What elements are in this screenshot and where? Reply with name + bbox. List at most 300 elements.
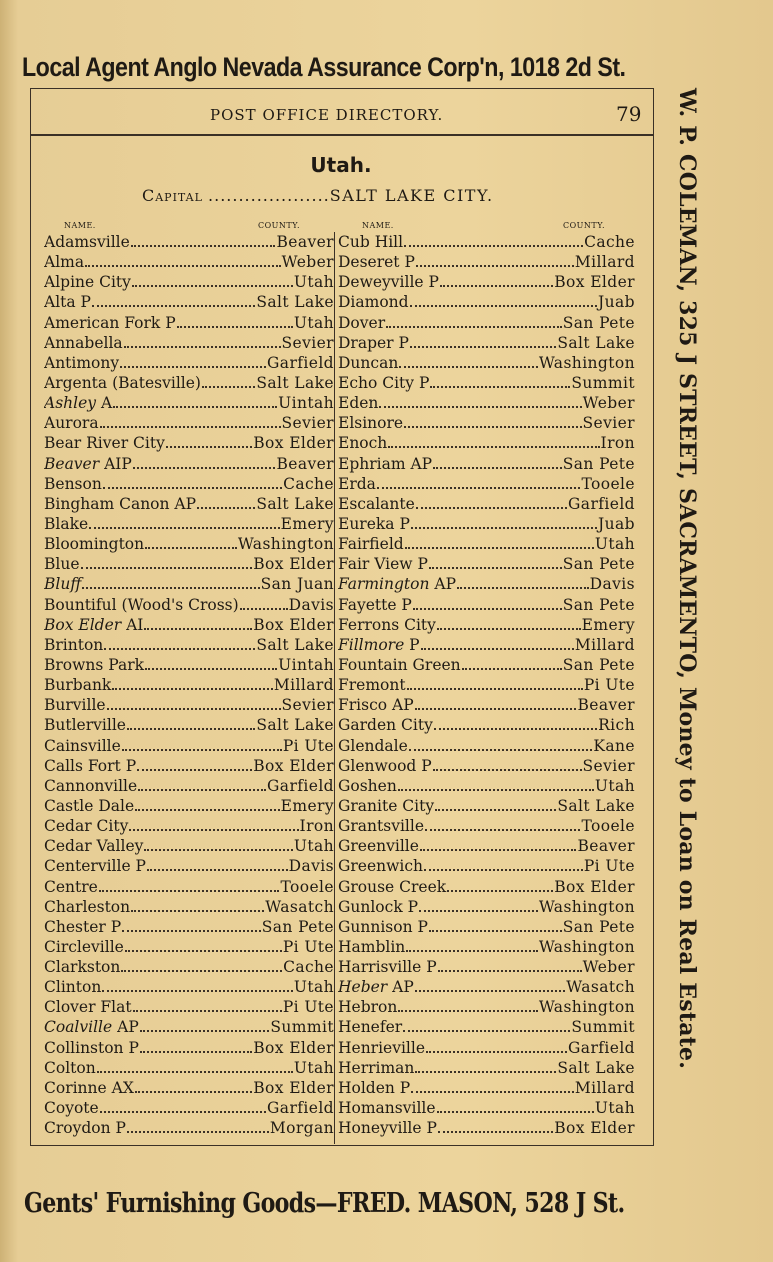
post-office-name-text: Enoch — [338, 434, 388, 453]
post-office-name-text: Cedar Valley — [44, 837, 144, 856]
post-office-name — [338, 454, 432, 474]
dot-leader — [403, 1017, 570, 1032]
post-office-name — [44, 474, 102, 494]
post-office-name — [338, 736, 408, 756]
dot-leader — [409, 736, 593, 751]
directory-entry — [44, 292, 334, 312]
dot-leader — [102, 977, 293, 992]
post-office-name-text: Herriman — [338, 1058, 415, 1077]
post-office-name-text: Burbank — [44, 676, 112, 695]
county-name: Davis — [288, 857, 334, 876]
post-office-name-text: Erda — [338, 474, 376, 493]
post-office-name-text: Coalville — [44, 1018, 113, 1037]
post-office-name — [44, 1017, 139, 1037]
directory-entry — [44, 313, 334, 333]
county-name: Beaver — [276, 454, 334, 473]
county-name: Pi Ute — [583, 857, 635, 876]
post-office-name — [338, 514, 410, 534]
post-office-name — [338, 574, 456, 594]
post-office-name — [338, 1038, 425, 1058]
county-name: Box Elder — [253, 555, 334, 574]
dot-leader — [131, 232, 276, 247]
side-advertisement: W. P. COLEMAN, 325 J STREET, SACRAMENTO, Money to Loan on Real Estate. — [674, 88, 700, 1070]
county-name: Box Elder — [253, 756, 334, 775]
county-name: Utah — [594, 535, 635, 554]
dot-leader — [140, 1017, 270, 1032]
post-office-name — [44, 252, 84, 272]
county-name: Sevier — [582, 756, 635, 775]
county-name: Garfield — [267, 776, 334, 795]
county-name: Salt Lake — [256, 494, 334, 513]
capital-leader: .................... — [208, 186, 330, 205]
county-name: Utah — [293, 837, 334, 856]
post-office-name — [338, 836, 419, 856]
post-office-name — [338, 816, 424, 836]
post-office-name — [44, 977, 101, 997]
post-office-name-text: Glenwood P — [338, 756, 432, 775]
post-office-name-text: Goshen — [338, 776, 397, 795]
post-office-name-text: Holden P — [338, 1078, 411, 1097]
directory-entry — [338, 917, 635, 937]
post-office-name-text: Burville — [44, 696, 106, 715]
post-office-name-text: Castle Dale — [44, 796, 135, 815]
post-office-name-text: Deseret P — [338, 253, 415, 272]
county-name: Tooele — [280, 877, 334, 896]
dot-leader — [416, 252, 574, 267]
post-office-name — [44, 433, 165, 453]
post-office-name — [338, 1098, 436, 1118]
directory-entry — [44, 877, 334, 897]
post-office-name — [338, 333, 409, 353]
dot-leader — [406, 937, 538, 952]
dot-leader — [410, 292, 597, 307]
post-office-name — [338, 393, 378, 413]
county-name: Utah — [293, 1058, 334, 1077]
post-office-name-text: Ferrons City — [338, 615, 436, 634]
post-office-name-text: Bloomington — [44, 535, 145, 554]
directory-entry — [338, 292, 635, 312]
directory-entry — [44, 997, 334, 1017]
county-name: Beaver — [276, 233, 334, 251]
post-office-name — [44, 232, 130, 252]
directory-entry — [338, 1098, 635, 1118]
post-office-name-text: Fayette P — [338, 595, 412, 614]
post-office-name — [338, 635, 420, 655]
post-office-name-text: Granite City — [338, 796, 435, 815]
county-name: Box Elder — [253, 1078, 334, 1097]
left-county-header: COUNTY. — [258, 221, 301, 230]
post-office-name-text: Croydon P — [44, 1119, 126, 1138]
directory-entry — [338, 997, 635, 1017]
post-office-name — [338, 252, 415, 272]
dot-leader — [411, 514, 597, 529]
county-name: Salt Lake — [256, 635, 334, 654]
directory-entry — [338, 897, 635, 917]
post-office-name-text: Fillmore — [338, 635, 405, 654]
directory-entry — [44, 1078, 334, 1098]
directory-entry — [338, 474, 635, 494]
post-office-name-text: Beaver — [44, 454, 100, 473]
post-office-name-text: Fair View P — [338, 555, 428, 574]
directory-entry — [338, 373, 635, 393]
dot-leader — [92, 292, 255, 307]
post-office-name — [338, 796, 434, 816]
directory-entry — [338, 675, 635, 695]
dot-leader — [104, 635, 255, 650]
post-office-name-text: Escalante — [338, 494, 415, 513]
dot-leader — [138, 776, 266, 791]
post-office-name — [44, 756, 136, 776]
directory-entry — [44, 1017, 334, 1037]
directory-entry — [338, 695, 635, 715]
directory-entry — [44, 373, 334, 393]
post-office-suffix: AP — [429, 575, 457, 594]
post-office-name — [44, 292, 91, 312]
dot-leader — [407, 675, 583, 690]
post-office-name-text: Fremont — [338, 676, 406, 695]
dot-leader — [120, 353, 266, 368]
county-name: Wasatch — [566, 978, 635, 997]
directory-entry — [338, 534, 635, 554]
directory-entry — [44, 433, 334, 453]
directory-entry — [338, 836, 635, 856]
directory-entry — [338, 514, 635, 534]
county-name: Summit — [270, 1018, 334, 1037]
county-name: Sevier — [582, 414, 635, 433]
dot-leader — [426, 1038, 567, 1053]
post-office-name-text: Heber — [338, 978, 388, 997]
directory-entry — [44, 1098, 334, 1118]
dot-leader — [438, 957, 582, 972]
county-name: Box Elder — [253, 615, 334, 634]
county-name: Pi Ute — [282, 937, 334, 956]
directory-entry — [338, 333, 635, 353]
dot-leader — [82, 574, 259, 589]
capital-line — [142, 186, 562, 208]
post-office-name-text: Colton — [44, 1058, 96, 1077]
post-office-name — [44, 1038, 139, 1058]
dot-leader — [462, 655, 562, 670]
post-office-name-text: Clover Flat — [44, 998, 132, 1017]
post-office-name-text: Bountiful (Wood's Cross) — [44, 595, 239, 614]
directory-entry — [44, 756, 334, 776]
post-office-name-text: Elsinore — [338, 414, 404, 433]
directory-entry — [44, 595, 334, 615]
dot-leader — [429, 554, 562, 569]
post-office-name — [338, 232, 403, 252]
post-office-name-text: Farmington — [338, 575, 430, 594]
post-office-name-text: Cainsville — [44, 736, 121, 755]
post-office-name-text: Calls Fort P — [44, 756, 137, 775]
county-name: Weber — [582, 394, 635, 413]
directory-entry — [338, 353, 635, 373]
dot-leader — [122, 917, 261, 932]
post-office-name-text: Charleston — [44, 897, 131, 916]
post-office-name — [44, 816, 128, 836]
dot-leader — [144, 836, 292, 851]
directory-entry — [338, 494, 635, 514]
post-office-name-text: Harrisville P — [338, 958, 437, 977]
post-office-name — [44, 1078, 134, 1098]
header-rule — [30, 134, 654, 136]
directory-entry — [44, 776, 334, 796]
post-office-name — [338, 292, 409, 312]
post-office-name-text: Blue — [44, 555, 80, 574]
post-office-name — [44, 856, 146, 876]
post-office-name-text: Bluff — [44, 575, 82, 594]
post-office-name — [338, 615, 436, 635]
county-name: Tooele — [581, 817, 635, 836]
county-name: Garfield — [568, 1038, 635, 1057]
post-office-name-text: American Fork P — [44, 313, 176, 332]
dot-leader — [429, 917, 562, 932]
county-name: San Pete — [562, 917, 635, 936]
directory-entry — [338, 232, 635, 252]
county-name: Box Elder — [554, 877, 635, 896]
post-office-name-text: Corinne AX — [44, 1078, 134, 1097]
directory-entry — [44, 1038, 334, 1058]
dot-leader — [399, 353, 538, 368]
dot-leader — [202, 373, 255, 388]
dot-leader — [386, 313, 562, 328]
post-office-name — [338, 272, 439, 292]
dot-leader — [81, 554, 253, 569]
dot-leader — [411, 1078, 574, 1093]
directory-entry — [44, 574, 334, 594]
directory-entry — [44, 917, 334, 937]
post-office-name-text: Adamsville — [44, 233, 130, 251]
county-name: Salt Lake — [557, 1058, 635, 1077]
post-office-name-text: Ephriam AP — [338, 454, 433, 473]
post-office-name — [44, 1058, 96, 1078]
dot-leader — [113, 393, 277, 408]
post-office-name — [44, 574, 81, 594]
dot-leader — [415, 977, 566, 992]
post-office-name — [44, 534, 144, 554]
directory-entry — [44, 514, 334, 534]
post-office-name-text: Cedar City — [44, 817, 129, 836]
post-office-name-text: Argenta (Batesville) — [44, 373, 201, 392]
post-office-name-text: Hebron — [338, 998, 398, 1017]
county-name: Garfield — [568, 494, 635, 513]
post-office-name — [338, 373, 429, 393]
dot-leader — [410, 333, 556, 348]
dot-leader — [457, 574, 589, 589]
directory-entry — [338, 1118, 635, 1138]
directory-entry — [338, 615, 635, 635]
county-name: Cache — [283, 958, 334, 977]
dot-leader — [438, 1118, 553, 1133]
post-office-name-text: Duncan — [338, 353, 399, 372]
county-name: Utah — [594, 776, 635, 795]
county-name: Salt Lake — [557, 796, 635, 815]
dot-leader — [425, 816, 580, 831]
post-office-name — [44, 736, 121, 756]
dot-leader — [107, 695, 281, 710]
directory-entry — [338, 796, 635, 816]
county-name: San Pete — [562, 454, 635, 473]
post-office-name-text: Benson — [44, 474, 102, 493]
county-name: Millard — [574, 635, 635, 654]
dot-leader — [135, 1078, 252, 1093]
directory-entry — [338, 595, 635, 615]
dot-leader — [437, 615, 581, 630]
post-office-name-text: Fountain Green — [338, 655, 461, 674]
directory-entry — [44, 413, 334, 433]
post-office-name-text: Box Elder — [44, 615, 122, 634]
county-name: Box Elder — [253, 1038, 334, 1057]
county-name: Box Elder — [554, 1119, 635, 1138]
directory-entry — [338, 1078, 635, 1098]
post-office-name — [338, 756, 432, 776]
post-office-name — [44, 333, 123, 353]
dot-leader — [131, 897, 264, 912]
post-office-name-text: Greenwich — [338, 857, 424, 876]
county-name: Washington — [538, 998, 635, 1017]
dot-leader — [85, 252, 281, 267]
county-name: San Pete — [261, 917, 334, 936]
directory-entry — [338, 393, 635, 413]
post-office-name — [338, 595, 412, 615]
post-office-name-text: Circleville — [44, 937, 124, 956]
post-office-name — [338, 1017, 402, 1037]
post-office-name — [44, 393, 112, 413]
directory-entry — [44, 1118, 334, 1138]
county-name: Emery — [581, 615, 635, 634]
county-name: Juab — [598, 514, 635, 533]
directory-entry — [44, 635, 334, 655]
post-office-name — [338, 675, 406, 695]
post-office-name-text: Bingham Canon AP — [44, 494, 197, 513]
county-name: Beaver — [577, 837, 635, 856]
county-name: Emery — [280, 796, 334, 815]
county-name: Weber — [582, 958, 635, 977]
county-name: Millard — [273, 676, 334, 695]
directory-entry — [338, 957, 635, 977]
post-office-name — [338, 997, 397, 1017]
county-name: Box Elder — [554, 273, 635, 292]
dot-leader — [379, 393, 581, 408]
post-office-name — [44, 997, 132, 1017]
post-office-name-text: Annabella — [44, 333, 123, 352]
county-name: Iron — [600, 434, 635, 453]
post-office-name-text: Chester P — [44, 917, 122, 936]
post-office-name — [338, 877, 446, 897]
county-name: Utah — [293, 313, 334, 332]
post-office-name — [44, 836, 143, 856]
directory-entry — [338, 776, 635, 796]
directory-title: POST OFFICE DIRECTORY. — [210, 106, 444, 124]
county-name: Summit — [571, 1018, 635, 1037]
directory-entry — [44, 816, 334, 836]
post-office-name-text: Garden City — [338, 716, 433, 735]
post-office-name — [338, 957, 437, 977]
county-name: Salt Lake — [256, 373, 334, 392]
post-office-name-text: Honeyville P — [338, 1119, 437, 1138]
dot-leader — [419, 897, 538, 912]
post-office-name-text: Antimony — [44, 353, 120, 372]
directory-entry — [44, 494, 334, 514]
post-office-name — [338, 937, 405, 957]
post-office-name — [338, 655, 461, 675]
post-office-name — [44, 514, 88, 534]
post-office-name — [338, 977, 414, 997]
county-name: Salt Lake — [256, 716, 334, 735]
post-office-name — [338, 534, 404, 554]
directory-entry — [44, 353, 334, 373]
county-name: Utah — [293, 978, 334, 997]
directory-entry — [338, 454, 635, 474]
directory-entry — [338, 554, 635, 574]
directory-entry — [44, 796, 334, 816]
county-name: San Pete — [562, 313, 635, 332]
county-name: Washington — [538, 937, 635, 956]
county-name: Kane — [593, 736, 635, 755]
county-name: San Pete — [562, 595, 635, 614]
dot-leader — [99, 877, 280, 892]
county-name: Davis — [589, 575, 635, 594]
post-office-name — [44, 373, 201, 393]
directory-entry — [44, 333, 334, 353]
county-name: Washington — [538, 353, 635, 372]
directory-entry — [44, 272, 334, 292]
post-office-name — [44, 655, 144, 675]
county-name: Wasatch — [265, 897, 334, 916]
county-name: Tooele — [581, 474, 635, 493]
post-office-name-text: Frisco AP — [338, 696, 414, 715]
county-name: Pi Ute — [282, 736, 334, 755]
post-office-name — [44, 715, 126, 735]
post-office-name-text: Alma — [44, 253, 85, 272]
directory-entry — [44, 1058, 334, 1078]
dot-leader — [144, 615, 252, 630]
dot-leader — [424, 856, 583, 871]
post-office-name-text: Aurora — [44, 414, 99, 433]
post-office-name-text: Cannonville — [44, 776, 138, 795]
post-office-name-text: Deweyville P — [338, 273, 439, 292]
dot-leader — [129, 816, 298, 831]
capital-city: SALT LAKE CITY. — [329, 186, 494, 205]
dot-leader — [166, 433, 252, 448]
county-name: Salt Lake — [256, 293, 334, 312]
directory-entry — [338, 635, 635, 655]
dot-leader — [440, 272, 553, 287]
post-office-name-text: Centre — [44, 877, 98, 896]
post-office-name-text: Hamblin — [338, 937, 406, 956]
dot-leader — [415, 695, 577, 710]
dot-leader — [124, 333, 281, 348]
dot-leader — [133, 454, 276, 469]
post-office-suffix: A — [96, 394, 113, 413]
post-office-suffix: AIP — [99, 454, 132, 473]
right-column — [338, 232, 635, 1138]
post-office-name — [338, 776, 397, 796]
post-office-name-text: Glendale — [338, 736, 408, 755]
post-office-name — [338, 313, 385, 333]
county-name: Emery — [280, 514, 334, 533]
directory-entry — [44, 675, 334, 695]
dot-leader — [421, 635, 574, 650]
directory-entry — [44, 615, 334, 635]
post-office-name-text: Ashley — [44, 394, 97, 413]
post-office-name-text: Collinston P — [44, 1038, 139, 1057]
post-office-name — [44, 1098, 99, 1118]
post-office-name-text: Clarkston — [44, 958, 121, 977]
county-name: Washington — [237, 535, 334, 554]
county-name: Iron — [299, 817, 334, 836]
post-office-name-text: Diamond — [338, 293, 409, 312]
post-office-name — [338, 715, 433, 735]
